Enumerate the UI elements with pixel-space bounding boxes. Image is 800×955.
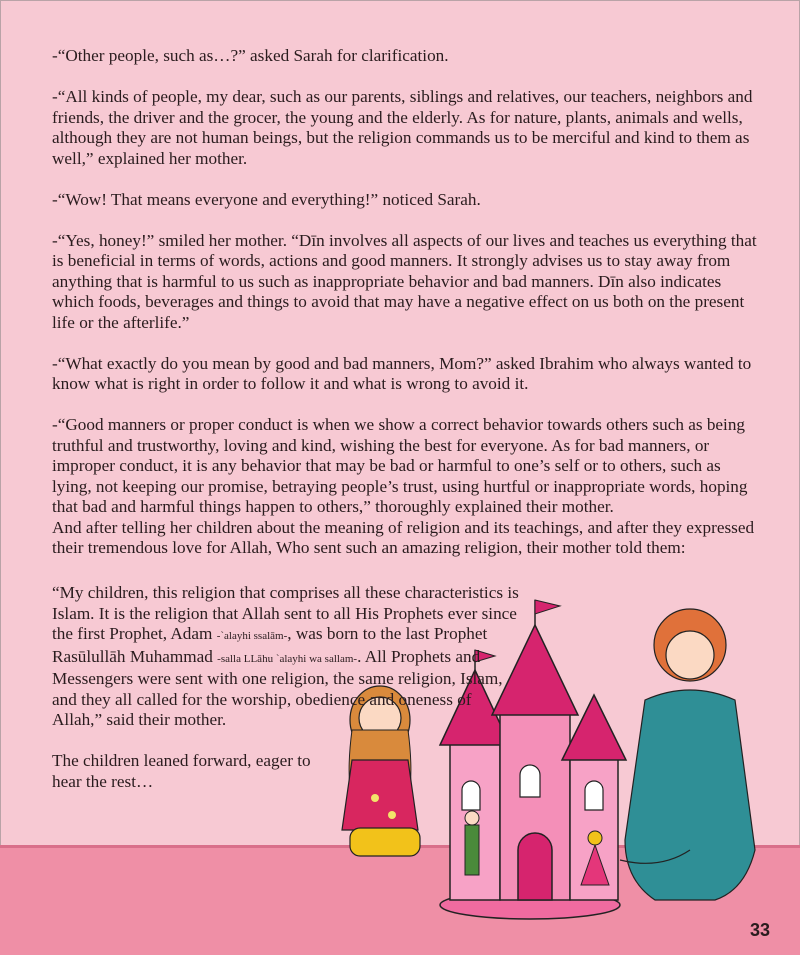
quote-part-1: “My children, this religion that comprises all these characteristics is Islam. It is the religion that Allah sent to all His Prophets ever since the first Prophet, Adam bbox=[52, 583, 519, 643]
paragraph: And after telling her children about the meaning of religion and its teachings, and after they expressed their tremendous love for Allah, Who sent such an amazing religion, their mother told them: bbox=[52, 517, 755, 557]
closing-paragraph: The children leaned forward, eager to hear the rest… bbox=[52, 751, 311, 791]
paragraph: -“Wow! That means everyone and everything!” noticed Sarah. bbox=[52, 189, 481, 209]
story-text bbox=[52, 46, 762, 579]
paragraph: -“What exactly do you mean by good and bad manners, Mom?” asked Ibrahim who always wanted to know what is right in order to follow it and what is wrong to avoid it. bbox=[52, 353, 752, 393]
quote-part-2: , was born to the last Prophet Rasūlullāh Muhammad bbox=[52, 624, 488, 666]
quote-paragraph bbox=[52, 583, 522, 731]
muhammad-honorific: -salla LLāhu `alayhi wa sallam- bbox=[217, 652, 358, 665]
paragraph: -“Good manners or proper conduct is when we show a correct behavior towards others such as being truthful and trustworthy, loving and kind, wishing the best for everyone. As for bad manners, or improper conduct, it is any behavior that may be bad or harmful to one’s self or to others, such as lying, not keeping our promise, betraying people’s trust, using hurtful or inappropriate words, hoping that bad and harmful things happen to others,” thoroughly explained their mother. bbox=[52, 415, 748, 516]
paragraph: -“Other people, such as…?” asked Sarah for clarification. bbox=[52, 46, 449, 65]
quote-part-3: . All Prophets and Messengers were sent with one religion, the same religion, Islam, and they all called for the worship, obedience and oneness of Allah,” said their mother. bbox=[52, 646, 503, 729]
castle-door-icon bbox=[518, 833, 552, 900]
prince-doll-icon bbox=[465, 811, 479, 875]
mother-icon bbox=[620, 609, 755, 900]
paragraph: -“All kinds of people, my dear, such as our parents, siblings and relatives, our teachers, neighbors and friends, the driver and the grocer, the young and the elderly. As for nature, plants, animals and wells, although they are not human beings, but the religion commands us to be merciful and kind to them as well,” explained her mother. bbox=[52, 87, 753, 168]
adam-honorific: -`alayhi ssalām- bbox=[216, 630, 288, 642]
paragraph: -“Yes, honey!” smiled her mother. “Dīn involves all aspects of our lives and teaches us everything that is beneficial in terms of words, actions and good manners. It strongly advises us to stay away from anything that is harmful to us such as inappropriate behavior and bad manners. Dīn also indicates which foods, beverages and things to avoid that may have a negative effect on us both on the present life or the afterlife.” bbox=[52, 230, 757, 332]
quote-text bbox=[52, 583, 522, 813]
page-number: 33 bbox=[749, 920, 770, 940]
